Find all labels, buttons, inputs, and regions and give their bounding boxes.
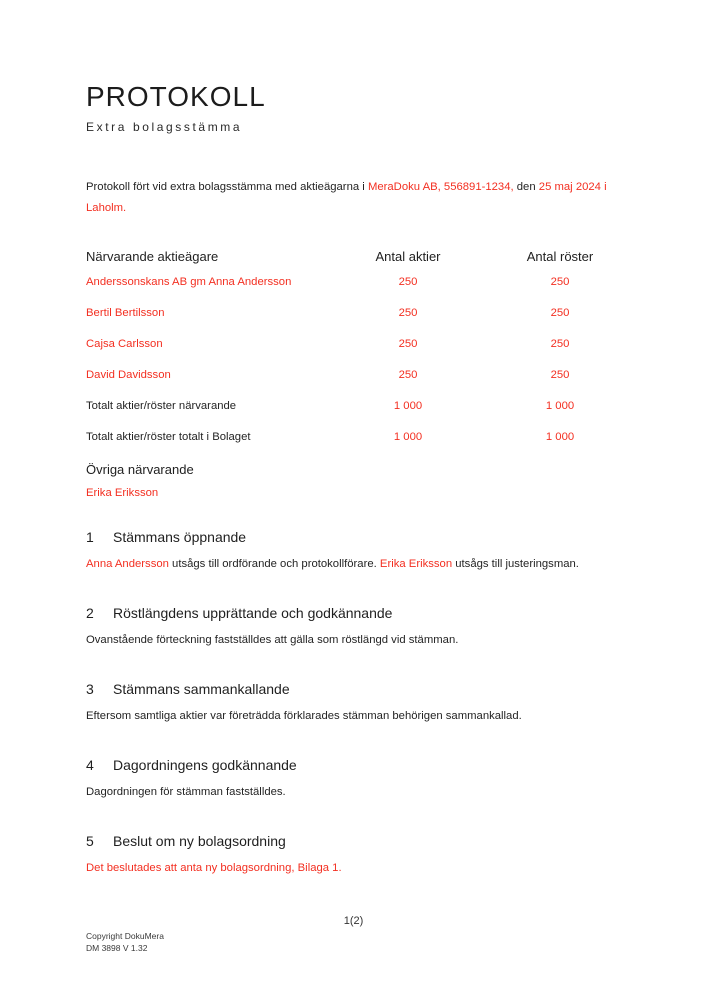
section-body <box>86 554 620 575</box>
page-subtitle: Extra bolagsstämma <box>86 119 243 134</box>
body-segment: Ovanstående förteckning fastställdes att gälla som röstlängd vid stämman. <box>86 633 459 646</box>
section-title: Stämmans öppnande <box>113 528 247 545</box>
vote-count: 1 000 <box>545 430 575 443</box>
company-name-and-orgnr: MeraDoku AB, 556891-1234, <box>367 180 514 193</box>
section-body <box>86 782 620 803</box>
share-count: 250 <box>398 337 418 350</box>
vote-count: 250 <box>550 368 570 381</box>
section-heading <box>86 757 620 773</box>
attendee-name: David Davidsson <box>86 368 171 381</box>
intro-segment: Protokoll fört vid extra bolagsstämma med aktieägarna i <box>86 180 368 193</box>
section-heading <box>86 529 620 545</box>
section-number: 5 <box>86 832 94 849</box>
section-title: Beslut om ny bolagsordning <box>113 832 286 849</box>
section-number: 4 <box>86 756 94 773</box>
vote-count: 250 <box>550 275 570 288</box>
page-title: PROTOKOLL <box>86 81 266 112</box>
section-heading <box>86 681 620 697</box>
section-number: 3 <box>86 680 94 697</box>
section-heading <box>86 833 620 849</box>
table-row <box>86 369 620 381</box>
document-content <box>86 0 620 890</box>
body-segment: Dagordningen för stämman fastställdes. <box>86 785 286 798</box>
attendee-name: Cajsa Carlsson <box>86 337 163 350</box>
adjuster-name: Erika Eriksson <box>379 557 453 570</box>
body-segment: Eftersom samtliga aktier var företrädda förklarades stämman behörigen sammankallad. <box>86 709 522 722</box>
section-body <box>86 630 620 651</box>
section-4 <box>86 757 620 803</box>
attendee-name: Bertil Bertilsson <box>86 306 165 319</box>
section-3 <box>86 681 620 727</box>
copyright-line: Copyright DokuMera <box>86 931 164 941</box>
section-heading <box>86 605 620 621</box>
total-label: Totalt aktier/röster totalt i Bolaget <box>86 430 251 443</box>
others-present-name: Erika Eriksson <box>86 486 159 499</box>
table-row <box>86 307 620 319</box>
section-5 <box>86 833 620 879</box>
body-segment: utsågs till ordförande och protokollförare. <box>168 557 380 570</box>
section-title: Stämmans sammankallande <box>113 680 290 697</box>
others-present-heading: Övriga närvarande <box>86 461 194 477</box>
attendee-name: Anderssonskans AB gm Anna Andersson <box>86 275 292 288</box>
vote-count: 250 <box>550 337 570 350</box>
section-title: Röstlängdens upprättande och godkännande <box>113 604 393 621</box>
body-segment: utsågs till justeringsman. <box>452 557 579 570</box>
section-number: 1 <box>86 528 94 545</box>
table-row <box>86 338 620 350</box>
share-count: 250 <box>398 306 418 319</box>
table-row-total-company <box>86 431 620 443</box>
intro-segment: den <box>513 180 539 193</box>
vote-count: 1 000 <box>545 399 575 412</box>
section-body <box>86 858 620 879</box>
table-row-total-present <box>86 400 620 412</box>
share-count: 250 <box>398 368 418 381</box>
section-title: Dagordningens godkännande <box>113 756 297 773</box>
share-count: 1 000 <box>393 399 423 412</box>
column-header-shares: Antal aktier <box>375 248 441 264</box>
table-row <box>86 276 620 288</box>
section-number: 2 <box>86 604 94 621</box>
intro-paragraph <box>86 177 620 219</box>
page-number: 1(2) <box>343 915 364 927</box>
resolution-text: Det beslutades att anta ny bolagsordning, Bilaga 1. <box>86 861 342 874</box>
attendees-table <box>86 249 620 443</box>
document-version: DM 3898 V 1.32 <box>86 942 148 953</box>
section-body <box>86 706 620 727</box>
column-header-votes: Antal röster <box>526 248 594 264</box>
column-header-attendees: Närvarande aktieägare <box>86 248 219 264</box>
copyright-block <box>86 931 164 954</box>
share-count: 1 000 <box>393 430 423 443</box>
chairman-name: Anna Andersson <box>86 557 169 570</box>
table-header-row <box>86 249 620 264</box>
total-label: Totalt aktier/röster närvarande <box>86 399 237 412</box>
share-count: 250 <box>398 275 418 288</box>
vote-count: 250 <box>550 306 570 319</box>
section-1 <box>86 529 620 575</box>
meeting-date-place: 25 maj 2024 i Laholm. <box>86 180 607 214</box>
section-2 <box>86 605 620 651</box>
